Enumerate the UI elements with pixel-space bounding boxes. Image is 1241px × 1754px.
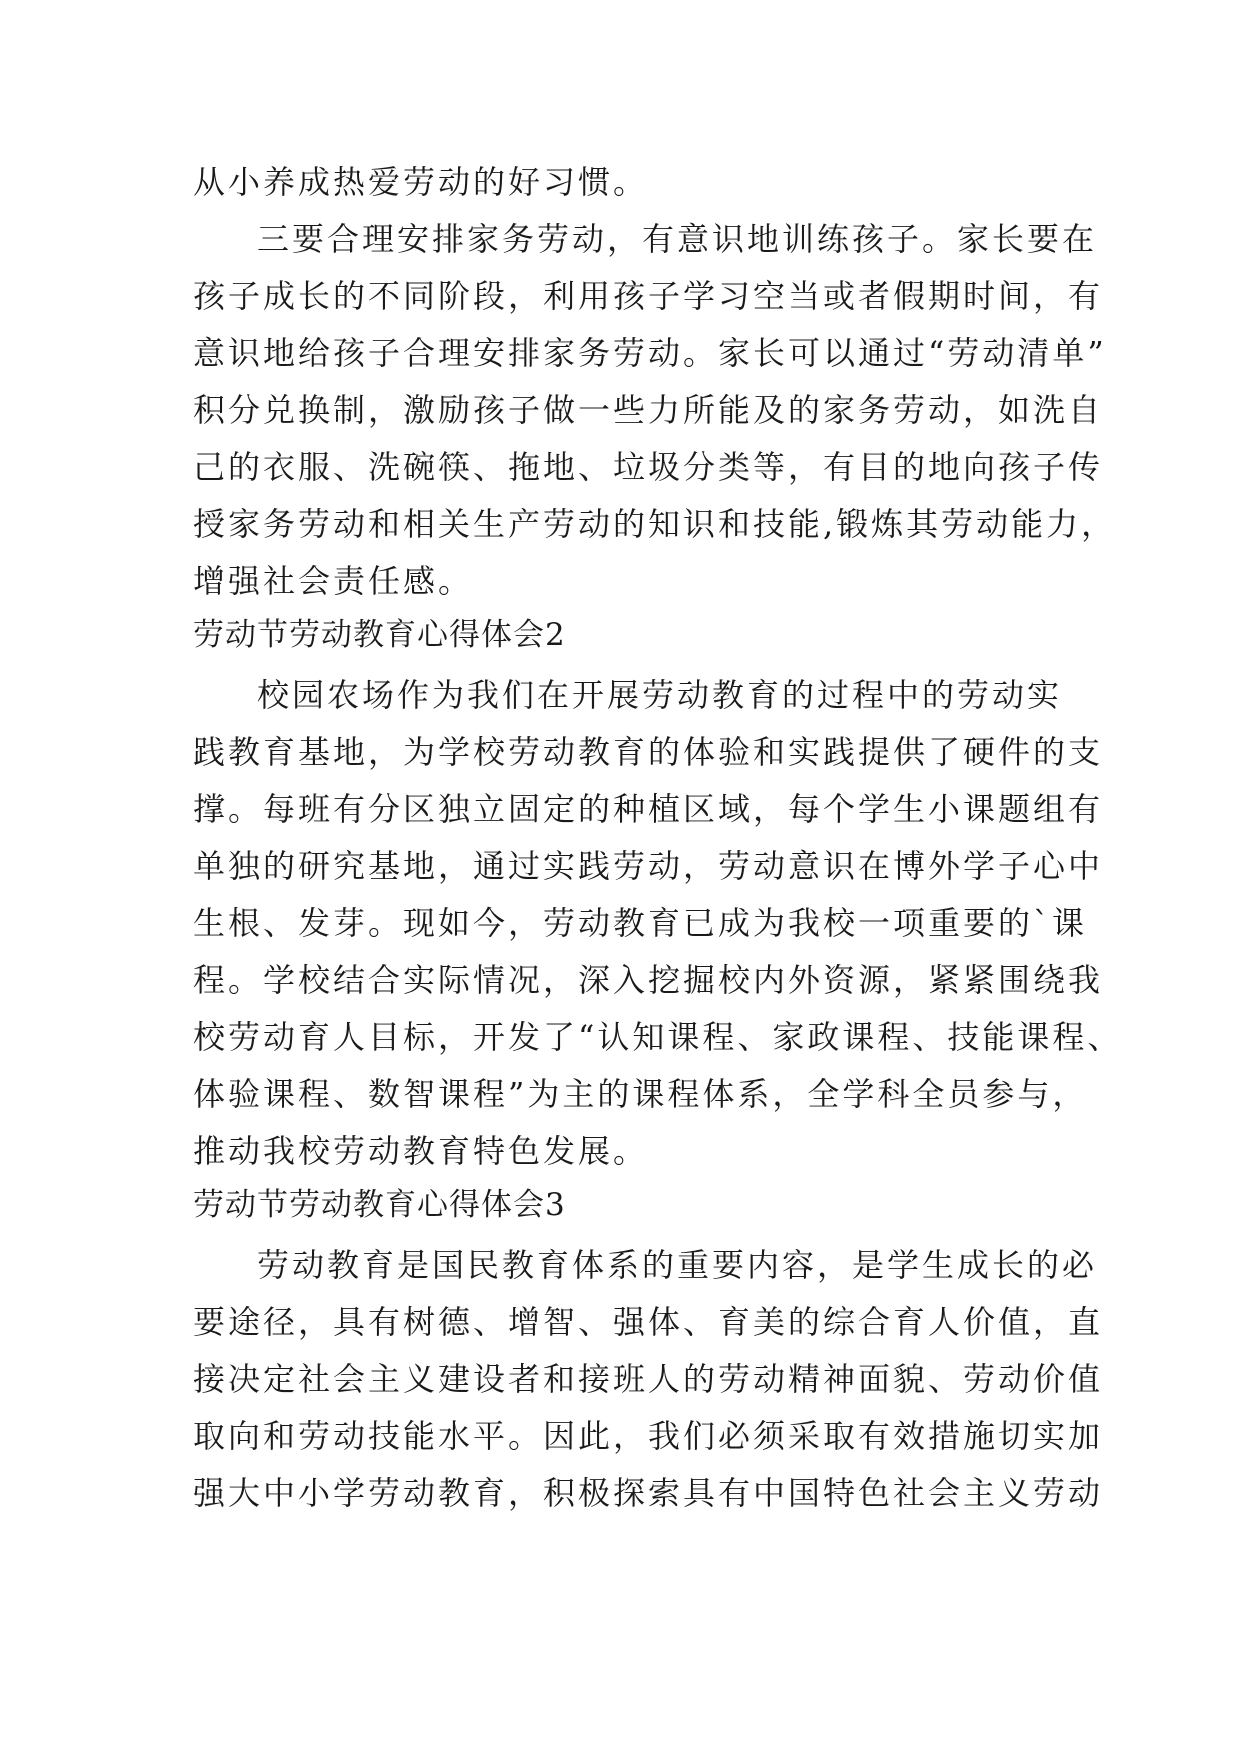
paragraph-line: 积分兑换制，激励孩子做一些力所能及的家务劳动，如洗自	[193, 391, 1104, 429]
paragraph-line: 取向和劳动技能水平。因此，我们必须采取有效措施切实加	[193, 1417, 1104, 1455]
paragraph-line: 推动我校劳动教育特色发展。	[193, 1132, 649, 1170]
section-heading: 劳动节劳动教育心得体会2	[193, 617, 566, 653]
paragraph-line: 授家务劳动和相关生产劳动的知识和技能,锻炼其劳动能力，	[193, 505, 1117, 543]
paragraph-line: 从小养成热爱劳动的好习惯。	[193, 163, 649, 201]
paragraph-line: 增强社会责任感。	[193, 562, 474, 600]
paragraph-line: 单独的研究基地，通过实践劳动，劳动意识在博外学子心中	[193, 847, 1104, 885]
paragraph-line: 要途径，具有树德、增智、强体、育美的综合育人价值，直	[193, 1303, 1104, 1341]
paragraph-line: 劳动教育是国民教育体系的重要内容，是学生成长的必	[257, 1246, 1098, 1284]
paragraph-line: 三要合理安排家务劳动，有意识地训练孩子。家长要在	[257, 220, 1098, 258]
paragraph-line: 生根、发芽。现如今，劳动教育已成为我校一项重要的`课	[193, 904, 1088, 942]
paragraph-line: 己的衣服、洗碗筷、拖地、垃圾分类等，有目的地向孩子传	[193, 448, 1104, 486]
section-heading: 劳动节劳动教育心得体会3	[193, 1187, 566, 1223]
paragraph-line: 接决定社会主义建设者和接班人的劳动精神面貌、劳动价值	[193, 1360, 1104, 1398]
paragraph-line: 校园农场作为我们在开展劳动教育的过程中的劳动实	[257, 676, 1063, 714]
paragraph-line: 程。学校结合实际情况，深入挖掘校内外资源，紧紧围绕我	[193, 961, 1104, 999]
paragraph-line: 校劳动育人目标，开发了“认知课程、家政课程、技能课程、	[193, 1018, 1123, 1056]
paragraph-line: 强大中小学劳动教育，积极探索具有中国特色社会主义劳动	[193, 1474, 1104, 1512]
paragraph-line: 撑。每班有分区独立固定的种植区域，每个学生小课题组有	[193, 790, 1104, 828]
paragraph-line: 孩子成长的不同阶段，利用孩子学习空当或者假期时间，有	[193, 277, 1104, 315]
paragraph-line: 践教育基地，为学校劳动教育的体验和实践提供了硬件的支	[193, 733, 1104, 771]
paragraph-line: 体验课程、数智课程”为主的课程体系，全学科全员参与，	[193, 1075, 1088, 1113]
paragraph-line: 意识地给孩子合理安排家务劳动。家长可以通过“劳动清单”	[193, 334, 1107, 372]
